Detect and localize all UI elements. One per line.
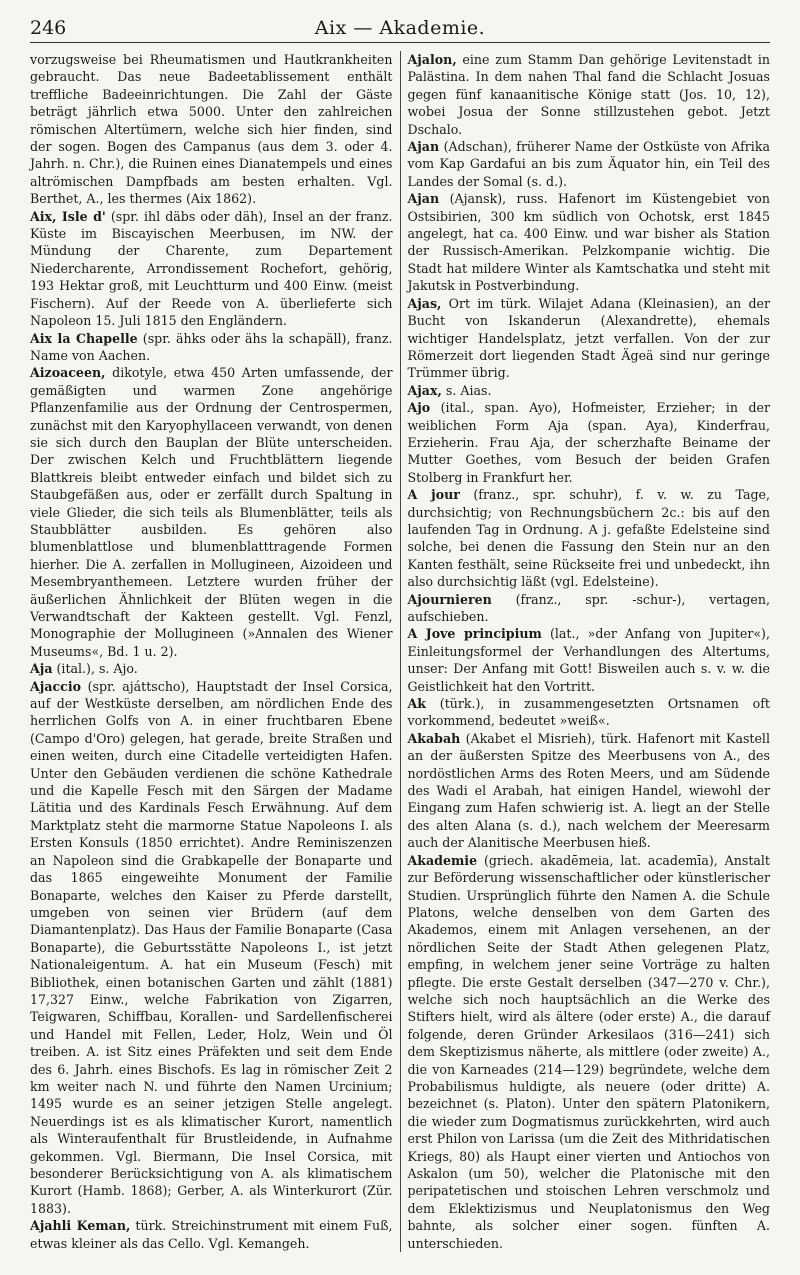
entry-headword: Ajax, — [407, 382, 442, 398]
entry-headword: Ajahli Keman, — [30, 1218, 131, 1234]
entry-headword: Ak — [407, 696, 426, 712]
entry-text: s. Aias. — [441, 382, 492, 398]
entry-headword: Akademie — [407, 852, 478, 868]
dictionary-entry — [407, 51, 770, 138]
entry-text: (griech. akadēmeia, lat. academīa), Anstalt zur Beförderung wissenschaftlicher oder künstlerischer Studien. Ursprünglich führte den Namen A. die Schule Platons, welche denselben von dem Garten des Akademos, einem mit Anlagen versehenen, an der nördlichen Seite der Stadt Athen gelegenen Platz, empfing, in welchem jener seine Vorträge zu halten pflegte. Die erste Gestalt derselben (347—270 v. Chr.), welche sich noch hauptsächlich an die Werke des Stifters hielt, wird als ältere (oder erste) A., die darauf folgende, deren Gründer Arkesilaos (316—241) sich dem Skeptizismus näherte, als mittlere (oder zweite) A., die von Karneades (214—129) begründete, welche dem Probabilismus huldigte, als neuere (oder dritte) A. bezeichnet (s. Platon). Unter den spätern Platonikern, die wieder zum Dogmatismus zurückkehrten, wird auch erst Philon von Larissa (um die Zeit des Mithridatischen Kriegs, 80) als Haupt einer vierten und Antiochos von Askalon (um 50), welcher die Platonische mit den peripatetischen und stoischen Lehren verschmolz und dem Eklektizismus und Neuplatonismus den Weg bahnte, als solcher einer sogen. fünften A. unterschieden. — [407, 852, 770, 1251]
dictionary-entry — [30, 660, 393, 677]
entry-text: (spr. ähks oder ähs la schapäll), franz. Name von Aachen. — [30, 330, 393, 363]
entry-headword: Aix la Chapelle — [30, 330, 138, 346]
dictionary-entry — [407, 399, 770, 486]
entry-text: (lat., »der Anfang von Jupiter«), Einleitungsformel der Verhandlungen des Altertums, unser: Der Anfang mit Gott! Bisweilen auch s. v. w. die Geistlichkeit hat den Vortritt. — [407, 626, 770, 694]
entry-text: (spr. ajáttscho), Hauptstadt der Insel Corsica, auf der Westküste derselben, am nördlichen Ende des herrlichen Golfs von A. in einer fruchtbaren Ebene (Campo d'Oro) gelegen, hat gerade, breite Straßen und einen weiten, durch eine Citadelle verteidigten Hafen. Unter den Gebäuden verdienen die schöne Kathedrale und die Kapelle Fesch mit den Särgen der Madame Lätitia und des Kardinals Fesch Erwähnung. Auf dem Marktplatz steht die marmorne Statue Napoleons I. als Ersten Konsuls (1850 errichtet). Andre Reminiszenzen an Napoleon sind die Grabkapelle der Bonaparte und das 1865 eingeweihte Monument der Familie Bonaparte, welches den Kaiser zu Pferde darstellt, umgeben von seinen vier Brüdern (auf dem Diamantenplatz). Das Haus der Familie Bonaparte (Casa Bonaparte), die Geburtsstätte Napoleons I., ist jetzt Nationaleigentum. A. hat ein Museum (Fesch) mit Bibliothek, einen botanischen Garten und zählt (1881) 17,327 Einw., welche Fabrikation von Zigarren, Teigwaren, Schiffbau, Korallen- und Sardellenfischerei und Handel mit Fellen, Leder, Holz, Wein und Öl treiben. A. ist Sitz eines Präfekten und seit dem Ende des 6. Jahrh. eines Bischofs. Es lag in römischer Zeit 2 km weiter nach N. und führte den Namen Urcinium; 1495 wurde es an seiner jetzigen Stelle angelegt. Neuerdings ist es als klimatischer Kurort, namentlich als Winteraufenthalt für Brustleidende, in Aufnahme gekommen. Vgl. Biermann, Die Insel Corsica, mit besonderer Berücksichtigung von A. als klimatischem Kurort (Hamb. 1868); Gerber, A. als Winterkurort (Zür. 1883). — [30, 678, 393, 1216]
dictionary-entry — [407, 591, 770, 626]
entry-text: eine zum Stamm Dan gehörige Levitenstadt in Palästina. In dem nahen Thal fand die Schlacht Josuas gegen fünf kanaanitische Könige statt (Jos. 10, 12), wobei Josua der Sonne stillzustehen gebot. Jetzt Dschalo. — [407, 52, 770, 137]
entry-headword: Ajas, — [407, 295, 442, 311]
entry-text: (ital., span. Ayo), Hofmeister, Erzieher; in der weiblichen Form Aja (span. Aya), Kinderfrau, Erzieherin. Frau Aja, der scherzhafte Beiname der Mutter Goethes, vom Besuch der beiden Grafen Stolberg in Frankfurt her. — [407, 400, 770, 485]
entry-headword: Aix, Isle d' — [30, 208, 106, 224]
dictionary-entry — [30, 1217, 393, 1252]
entry-headword: Ajo — [407, 400, 431, 416]
entry-text: (Akabet el Misrieh), türk. Hafenort mit Kastell an der äußersten Spitze des Meerbusens von A., des nordöstlichen Arms des Roten Meers, und am Südende des Wadi el Arabah, hat einigen Handel, wiewohl der Eingang zum Hafen schwierig ist. A. liegt an der Stelle des alten Alana (s. d.), nach welchem der Meeresarm auch der Alanitische Meerbusen hieß. — [407, 730, 770, 851]
dictionary-entry — [407, 138, 770, 190]
entry-headword: Ajan — [407, 191, 440, 207]
entry-text: (franz., spr. -schur-), vertagen, aufschieben. — [407, 591, 770, 624]
entry-text: (spr. ihl däbs oder däh), Insel an der franz. Küste im Biscayischen Meerbusen, im NW. der Mündung der Charente, zum Departement Niedercharente, Arrondissement Rochefort, gehörig, 193 Hektar groß, mit Leuchtturm und 400 Einw. (meist Fischern). Auf der Reede von A. überlieferte sich Napoleon 15. Juli 1815 den Engländern. — [30, 208, 393, 329]
dictionary-entry — [407, 730, 770, 852]
dictionary-entry — [30, 330, 393, 365]
dictionary-entry — [407, 852, 770, 1252]
entry-text: (Adschan), früherer Name der Ostküste von Afrika vom Kap Gardafui an bis zum Äquator hin, ein Teil des Landes der Somal (s. d.). — [407, 139, 770, 189]
right-column — [400, 51, 770, 1252]
entry-headword: Aja — [30, 661, 53, 677]
page-header — [30, 14, 770, 43]
text-columns — [30, 51, 770, 1252]
dictionary-entry — [407, 486, 770, 590]
entry-text: Ort im türk. Wilajet Adana (Kleinasien), an der Bucht von Iskanderun (Alexandrette), ehemals wichtiger Handelsplatz, jetzt verfallen. Von der zur Römerzeit dort liegenden Stadt Ägeä sind nur geringe Trümmer übrig. — [407, 295, 770, 381]
page-number: 246 — [30, 17, 67, 39]
dictionary-entry — [30, 364, 393, 660]
continued-entry-text: vorzugsweise bei Rheumatismen und Hautkrankheiten gebraucht. Das neue Badeetablissement enthält treffliche Badeeinrichtungen. Die Zahl der Gäste beträgt jährlich etwa 5000. Unter den zahlreichen römischen Altertümern, welche sich hier finden, sind der sogen. Bogen des Campanus (aus dem 3. oder 4. Jahrh. n. Chr.), die Ruinen eines Dianatempels und eines altrömischen Dampfbads am besten erhalten. Vgl. Berthet, A., les thermes (Aix 1862). — [30, 52, 393, 207]
entry-text: (türk.), in zusammengesetzten Ortsnamen oft vorkommend, bedeutet »weiß«. — [407, 696, 770, 729]
running-title: Aix — Akademie. — [314, 17, 486, 39]
dictionary-entry — [407, 625, 770, 695]
left-column — [30, 51, 400, 1252]
dictionary-entry — [407, 295, 770, 382]
entry-text: türk. Streichinstrument mit einem Fuß, etwas kleiner als das Cello. Vgl. Kemangeh. — [30, 1218, 393, 1251]
entry-headword: A Jove principium — [407, 626, 542, 642]
dictionary-entry — [30, 678, 393, 1218]
dictionary-entry — [30, 208, 393, 330]
dictionary-entry — [407, 382, 770, 399]
entry-headword: A jour — [407, 487, 460, 503]
entry-headword: Ajaccio — [30, 678, 82, 694]
entry-headword: Ajournieren — [407, 591, 492, 607]
entry-headword: Ajan — [407, 139, 440, 155]
entry-text: (Ajansk), russ. Hafenort im Küstengebiet von Ostsibirien, 300 km südlich von Ochotsk, erst 1845 angelegt, hat ca. 400 Einw. und war bisher als Station der Russisch-Amerikan. Pelzkompanie wichtig. Die Stadt hat mildere Winter als Kamtschatka und steht mit Jakutsk in Postverbindung. — [407, 191, 770, 294]
entry-headword: Aizoaceen, — [30, 365, 106, 381]
entry-text: dikotyle, etwa 450 Arten umfassende, der gemäßigten und warmen Zone angehörige Pflanzenfamilie aus der Ordnung der Centrospermen, zunächst mit den Karyophyllaceen verwandt, von denen sie sich durch den Bauplan der Blüte unterscheiden. Der zwischen Kelch und Fruchtblättern liegende Blattkreis bleibt entweder einfach und bildet sich zu Staubgefäßen aus, oder er zerfällt durch Spaltung in viele Glieder, die sich teils als Blumenblätter, teils als Staubblätter ausbilden. Es gehören also blumenblattlose und blumenblatttragende Formen hierher. Die A. zerfallen in Mollugineen, Aizoideen und Mesembryanthemeen. Letztere wurden früher der äußerlichen Ähnlichkeit der Blüten wegen in die Verwandtschaft der Kakteen gestellt. Vgl. Fenzl, Monographie der Mollugineen (»Annalen des Wiener Museums«, Bd. 1 u. 2). — [30, 365, 393, 659]
entry-headword: Ajalon, — [407, 52, 457, 67]
entry-text: (ital.), s. Ajo. — [52, 661, 138, 677]
dictionary-entry — [407, 190, 770, 294]
entry-headword: Akabah — [407, 730, 461, 746]
dictionary-entry — [407, 695, 770, 730]
entry-text: (franz., spr. schuhr), f. v. w. zu Tage, durchsichtig; von Rechnungsbüchern 2c.: bis auf den laufenden Tag in Ordnung. A j. gefaßte Edelsteine sind solche, bei denen die Fassung den Stein nur an den Kanten festhält, seine Rückseite frei und unbedeckt, ihn also durchsichtig läßt (vgl. Edelsteine). — [407, 487, 770, 590]
